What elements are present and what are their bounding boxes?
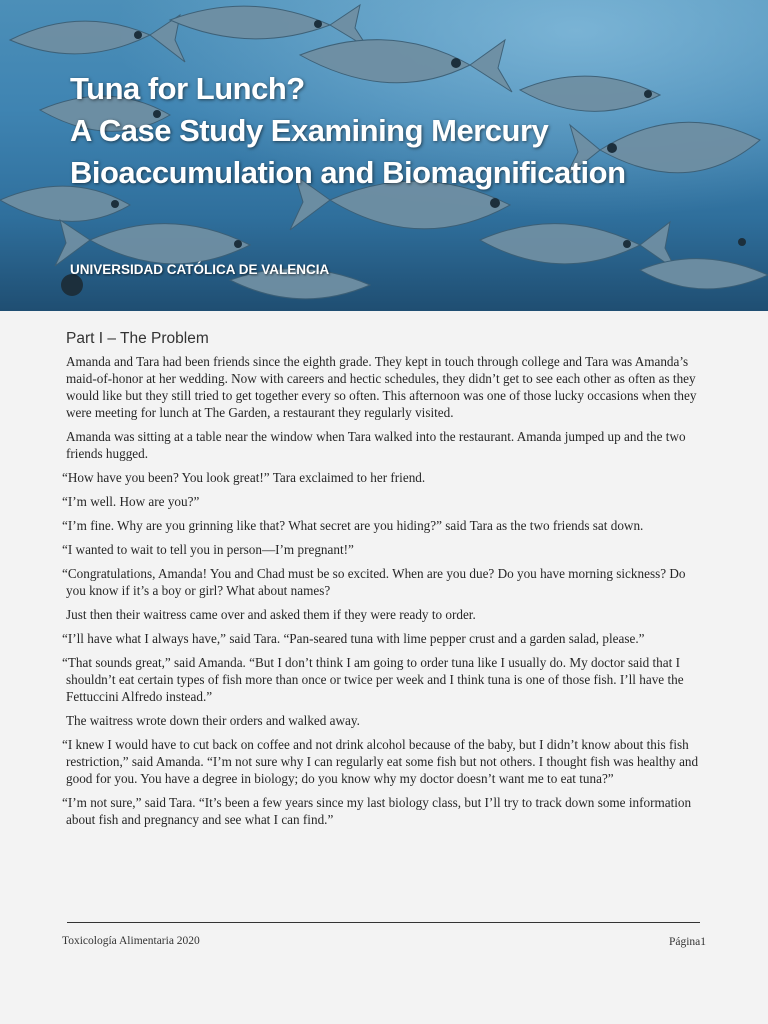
section-heading: Part I – The Problem bbox=[66, 330, 209, 347]
paragraph: Amanda was sitting at a table near the window when Tara walked into the restaurant. Amanda jumped up and the two friends hugged. bbox=[66, 429, 686, 461]
paragraph: “I’m fine. Why are you grinning like that? What secret are you hiding?” said Tara as the two friends sat down. bbox=[62, 518, 644, 533]
main-content bbox=[62, 330, 707, 835]
paragraph: The waitress wrote down their orders and walked away. bbox=[66, 713, 360, 728]
paragraph: “I’m well. How are you?” bbox=[62, 494, 200, 509]
footer-divider bbox=[67, 922, 700, 923]
header-banner bbox=[0, 0, 768, 311]
footer-course: Toxicología Alimentaria 2020 bbox=[62, 935, 200, 947]
title-line: Bioaccumulation and Biomagnification bbox=[70, 155, 626, 190]
paragraph: “I wanted to wait to tell you in person—I’m pregnant!” bbox=[62, 542, 354, 557]
paragraph: “That sounds great,” said Amanda. “But I don’t think I am going to order tuna like I usually do. My doctor said that I shouldn’t eat certain types of fish more than once or twice per week and I think tuna is one of those fish. I’ll have the Fettuccini Alfredo instead.” bbox=[62, 655, 684, 704]
page-number: Página1 bbox=[668, 936, 706, 948]
institution-name: UNIVERSIDAD CATÓLICA DE VALENCIA bbox=[70, 262, 330, 277]
title-line: Tuna for Lunch? bbox=[70, 71, 305, 106]
paragraph: “I knew I would have to cut back on coffee and not drink alcohol because of the baby, but I didn’t know about this fish restriction,” said Amanda. “I’m not sure why I can regularly eat some fish but not others. I thought fish was healthy and good for you. You have a degree in biology; do you know why my doctor doesn’t want me to eat tuna?” bbox=[62, 737, 699, 786]
paragraph: Just then their waitress came over and asked them if they were ready to order. bbox=[66, 607, 476, 622]
paragraph: “I’ll have what I always have,” said Tara. “Pan-seared tuna with lime pepper crust and a garden salad, please.” bbox=[62, 631, 645, 646]
paragraph: Amanda and Tara had been friends since the eighth grade. They kept in touch through college and Tara was Amanda’s maid-of-honor at her wedding. Now with careers and hectic schedules, they didn’t get to see each other as often as they would like but they still tried to get together every so often. This afternoon was one of those lucky occasions when they were meeting for lunch at The Garden, a restaurant they regularly visited. bbox=[66, 354, 697, 420]
document-title bbox=[70, 68, 626, 194]
title-line: A Case Study Examining Mercury bbox=[70, 113, 549, 148]
paragraph: “I’m not sure,” said Tara. “It’s been a few years since my last biology class, but I’ll try to track down some information about fish and pregnancy and see what I can find.” bbox=[62, 795, 692, 827]
paragraph: “Congratulations, Amanda! You and Chad must be so excited. When are you due? Do you have morning sickness? Do you know if it’s a boy or girl? What about names? bbox=[62, 566, 686, 598]
paragraph: “How have you been? You look great!” Tara exclaimed to her friend. bbox=[62, 470, 426, 485]
